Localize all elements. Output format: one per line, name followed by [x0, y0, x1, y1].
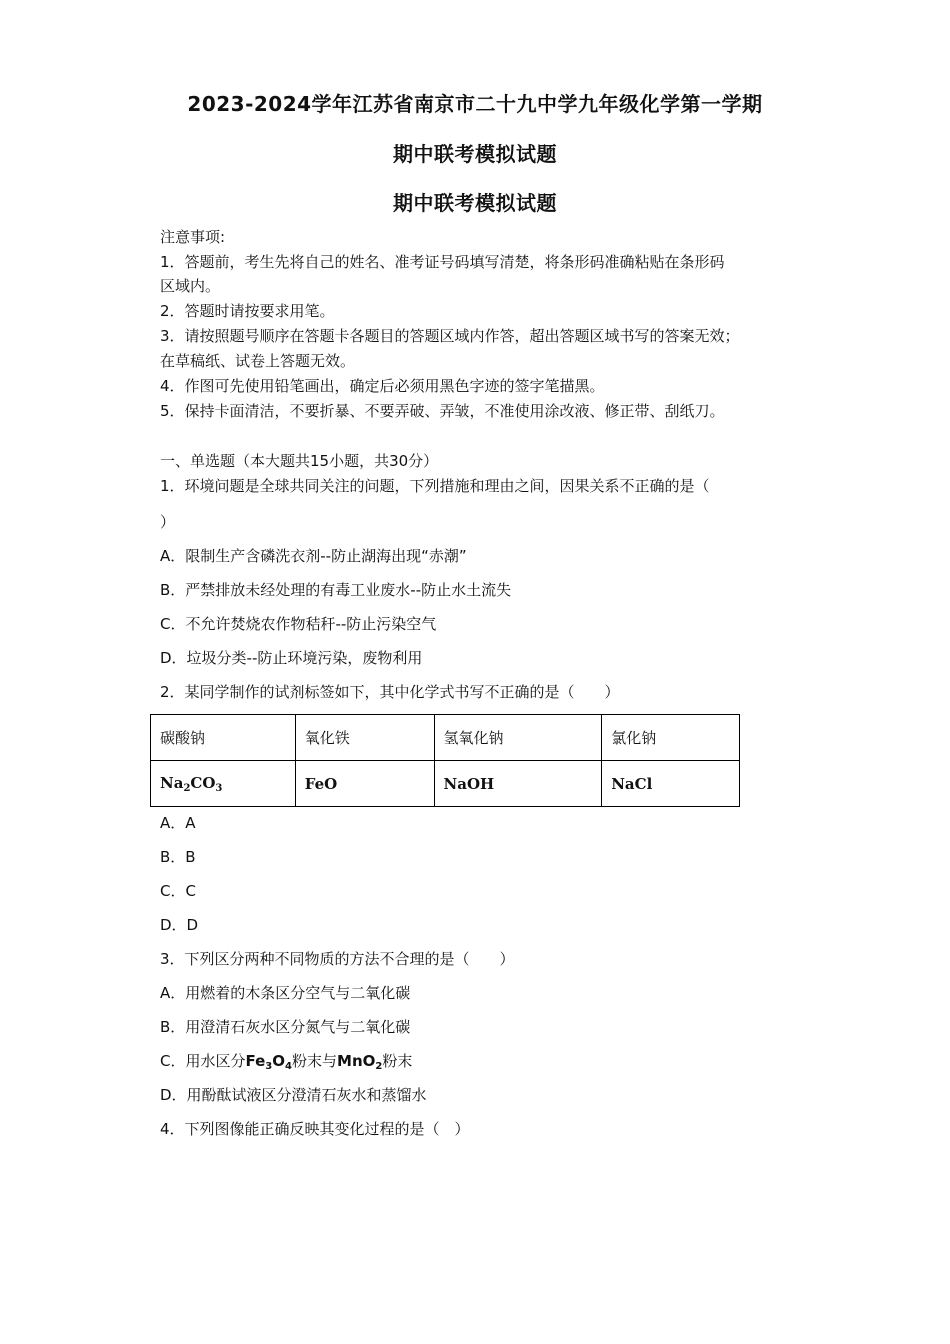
question-2-stem: 2．某同学制作的试剂标签如下，其中化学式书写不正确的是（ ）: [160, 683, 620, 701]
notice-item: 5．保持卡面清洁，不要折暴、不要弄破、弄皱，不准使用涂改液、修正带、刮纸刀。: [160, 402, 725, 420]
table-cell-formula: [151, 761, 296, 807]
formula-subscript: 3: [215, 782, 223, 794]
formula-subscript: 2: [183, 782, 191, 794]
formula-part: CO: [190, 773, 216, 792]
question-2-option-c: C．C: [160, 882, 196, 900]
formula-subscript: 3: [265, 1061, 273, 1072]
formula-part: MnO: [337, 1052, 376, 1070]
option-text: 粉末: [382, 1052, 413, 1070]
exam-title-line3: 期中联考模拟试题: [393, 191, 557, 215]
option-text: C．用水区分: [160, 1052, 246, 1070]
reagent-label-table: [150, 714, 740, 807]
notice-item: 2．答题时请按要求用笔。: [160, 302, 335, 320]
question-1-option-d: D．垃圾分类--防止环境污染，废物利用: [160, 649, 423, 667]
notice-item: 在草稿纸、试卷上答题无效。: [160, 352, 356, 370]
question-1-option-b: B．严禁排放未经处理的有毒工业废水--防止水土流失: [160, 581, 512, 599]
option-text: 粉末与: [292, 1052, 338, 1070]
table-row: [151, 715, 740, 761]
question-3-stem: 3．下列区分两种不同物质的方法不合理的是（ ）: [160, 950, 515, 968]
question-3-option-b: B．用澄清石灰水区分氮气与二氧化碳: [160, 1018, 411, 1036]
notice-heading: 注意事项:: [160, 228, 226, 246]
question-1-option-a: A．限制生产含磷洗衣剂--防止湖海出现“赤潮”: [160, 547, 467, 565]
table-cell: 碳酸钠: [151, 715, 296, 761]
formula-subscript: 4: [285, 1061, 292, 1072]
table-cell: 氧化铁: [295, 715, 434, 761]
table-row: [151, 761, 740, 807]
formula-part: Na: [160, 773, 184, 792]
question-1-stem: 1．环境问题是全球共同关注的问题，下列措施和理由之间，因果关系不正确的是（: [160, 477, 710, 495]
formula-part: O: [272, 1052, 286, 1070]
question-4-stem: 4．下列图像能正确反映其变化过程的是（ ）: [160, 1120, 470, 1138]
exam-title-line2: 期中联考模拟试题: [393, 142, 557, 166]
formula-subscript: 2: [375, 1061, 383, 1072]
notice-item: 3．请按照题号顺序在答题卡各题目的答题区域内作答，超出答题区域书写的答案无效；: [160, 327, 740, 345]
formula-part: Fe: [245, 1052, 266, 1070]
question-3-option-d: D．用酚酞试液区分澄清石灰水和蒸馏水: [160, 1086, 427, 1104]
notice-item: 1．答题前，考生先将自己的姓名、准考证号码填写清楚，将条形码准确粘贴在条形码: [160, 253, 725, 271]
question-1-option-c: C．不允许焚烧农作物秸秆--防止污染空气: [160, 615, 437, 633]
question-2-option-b: B．B: [160, 848, 196, 866]
notice-item: 4．作图可先使用铅笔画出，确定后必须用黑色字迹的签字笔描黑。: [160, 377, 605, 395]
exam-title-line1: 2023-2024学年江苏省南京市二十九中学九年级化学第一学期: [187, 92, 763, 116]
section-heading: 一、单选题（本大题共15小题，共30分）: [160, 452, 439, 470]
notice-item: 区域内。: [160, 277, 221, 295]
table-cell-formula: NaOH: [434, 761, 602, 807]
question-2-option-a: A．A: [160, 814, 196, 832]
table-cell: 氯化钠: [602, 715, 740, 761]
question-3-option-a: A．用燃着的木条区分空气与二氧化碳: [160, 984, 411, 1002]
question-3-option-c: [160, 1051, 412, 1077]
table-cell: 氢氧化钠: [434, 715, 602, 761]
question-2-option-d: D．D: [160, 916, 199, 934]
table-cell-formula: FeO: [295, 761, 434, 807]
question-1-stem-end: ）: [160, 513, 176, 531]
table-cell-formula: NaCl: [602, 761, 740, 807]
